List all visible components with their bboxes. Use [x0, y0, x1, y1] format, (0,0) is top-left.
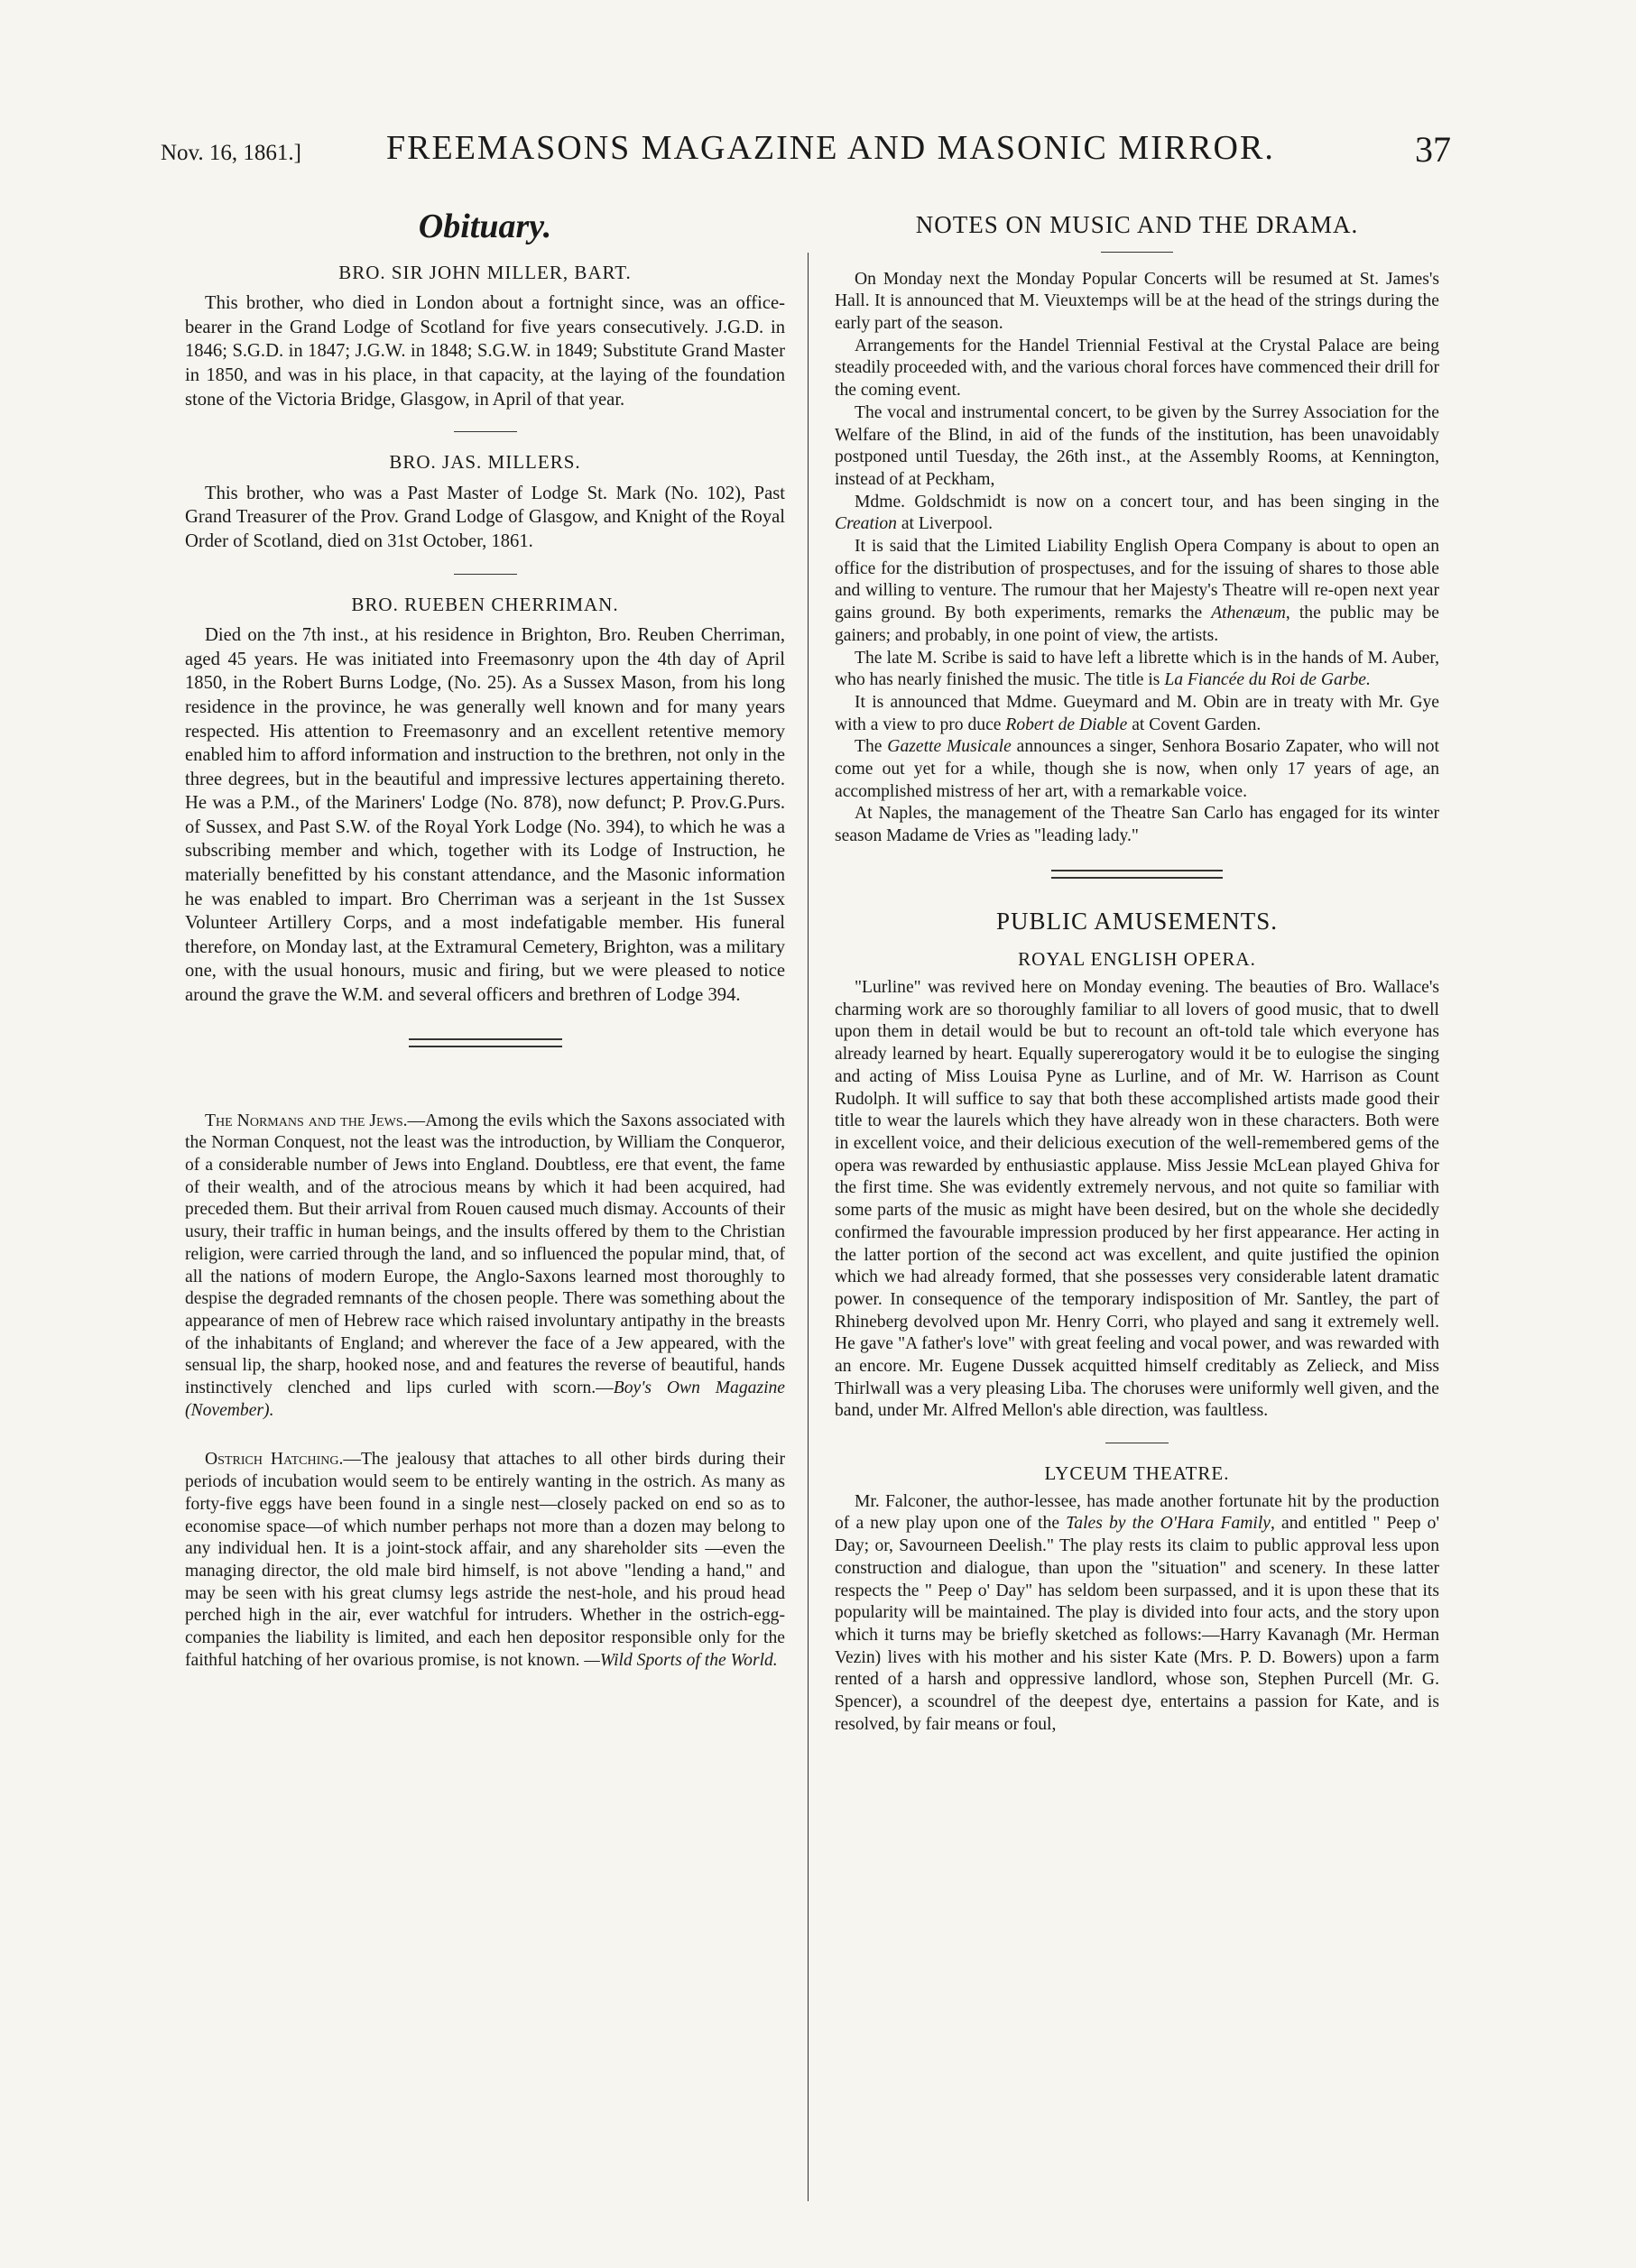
ostrich-text: —The jealousy that attaches to all other birds during their periods of incubation would seem to be entirely wanting in the ostrich. As many as forty-five eggs have been found in a single nest—closely packed on end so as to economise space—of which number perhaps not more than a dozen may belong to any individual hen. It is a joint-stock affair, and any shareholder sits —even the managing director, the old male bird himself, is not above "lending a hand," and may be seen with his great clumsy legs astride the nest-hole, and his proud head perched high in the air, ever watchful for intruders. Whether in the ostrich-egg-companies the liability is limited, and each hen depositor responsible only for the faithful hatching of her ovarious promise, is not known. [185, 1450, 786, 1670]
music-paragraph [835, 648, 1439, 692]
opera-review: "Lurline" was revived here on Monday evening. The beauties of Bro. Wallace's charming work are so thoroughly familiar to all lovers of good music, that to dwell upon them in detail would be but to recount an oft-told tale which everyone has already learned by heart. Equally supererogatory would it be to eulogise the singing and acting of Miss Louisa Pyne as Lurline, and of Mr. W. Harrison as Count Rudolph. It will suffice to say that both these accomplished artists made good their title to wear the laurels which they have already won in these characters. Both were in excellent voice, and their delicious execution of the well-remembered gems of the opera was rewarded by enthusiastic applause. Miss Jessie McLean played Ghiva for the first time. She was evidently extremely nervous, and not quite so familiar with some parts of the music as might have been desired, but on the whole she decidedly confirmed the favourable impression produced by her first appearance. Her acting in the latter portion of the second act was excellent, and quite justified the opinion which we had already formed, that she possesses very considerable latent dramatic power. In consequence of the temporary indisposition of Mr. Santley, the part of Rhineberg devolved upon Mr. Henry Corri, who played and sang it extremely well. He gave "A father's love" with great feeling and vocal power, and was rewarded with an encore. Mr. Eugene Dussek acquitted himself creditably as Zelieck, and Miss Thirlwall was a very pleasing Liba. The choruses were uniformly well given, and the band, under Mr. Alfred Mellon's able direction, was faultless. [835, 978, 1439, 1421]
music-emphasis: Gazette Musicale [887, 737, 1012, 757]
separator-rule [454, 574, 517, 575]
music-paragraph: Arrangements for the Handel Triennial Festival at the Crystal Palace are being steadily proceeded with, and the various choral forces have commenced their drill for the coming event. [835, 336, 1439, 401]
obituary-name: BRO. SIR JOHN MILLER, BART. [338, 261, 632, 283]
double-rule [409, 1038, 562, 1047]
music-emphasis: La Fiancée du Roi de Garbe. [1164, 670, 1371, 690]
lyceum-heading: LYCEUM THEATRE. [1044, 1462, 1230, 1485]
normans-paragraph [185, 1111, 785, 1423]
music-emphasis: Athenæum [1211, 604, 1286, 623]
music-text: It is announced that Mdme. Gueymard and M. Obin are in treaty with Mr. Gye with a view to pro duce [835, 692, 1439, 734]
lyceum-emphasis: Tales by the O'Hara Family [1066, 1514, 1271, 1534]
music-heading: NOTES ON MUSIC AND THE DRAMA. [915, 211, 1359, 238]
separator-rule [454, 431, 517, 432]
obituary-name: BRO. RUEBEN CHERRIMAN. [351, 593, 619, 615]
masthead [161, 128, 1451, 179]
music-text: It is said that the Limited Liability English Opera Company is about to open an office for the distribution of prospectuses, and for the issuing of shares to those able and willing to venture. The rumour that her Majesty's Theatre will re-open next year gains ground. By both experiments, remarks the [835, 537, 1439, 623]
music-text: at Covent Garden. [1127, 715, 1262, 734]
obituary-text: Died on the 7th inst., at his residence in Brighton, Bro. Reuben Cherriman, aged 45 years. He was initiated into Freemasonry upon the 4th day of April 1850, in the Robert Burns Lodge, (No. 25). As a Sussex Mason, from his long residence in the province, he was generally well known and for many years respected. His attention to Freemasonry and an excellent retentive memory enabled him to afford information and instruction to the brethren, not only in the three degrees, but in the beautiful and impressive lectures appertaining thereto. He was a P.M., of the Mariners' Lodge (No. 878), now defunct; P. Prov.G.Purs. of Sussex, and Past S.W. of the Royal York Lodge (No. 394), to which he was a subscribing member and which, together with its Lodge of Instruction, he materially benefitted by his constant attendance, and the Masonic information he was enabled to impart. Bro Cherriman was a serjeant in the 1st Sussex Volunteer Artillery Corps, and a most indefatigable member. His funeral therefore, on Monday last, at the Extramural Cemetery, Brighton, was a military one, with the usual honours, music and firing, but we were pleased to notice around the grave the W.M. and several officers and brethren of Lodge 394. [185, 625, 785, 1006]
publication-title: FREEMASONS MAGAZINE AND MASONIC MIRROR. [386, 129, 1275, 167]
music-paragraph [835, 492, 1439, 536]
normans-lead: The Normans and the Jews. [205, 1111, 408, 1130]
ostrich-source: —Wild Sports of the World. [584, 1650, 778, 1670]
obituary-heading: Obituary. [418, 207, 552, 245]
music-paragraph [835, 736, 1439, 803]
music-paragraph: On Monday next the Monday Popular Concerts will be resumed at St. James's Hall. It is announced that M. Vieuxtemps will be at the head of the strings during the early part of the season. [835, 269, 1439, 333]
music-paragraph: At Naples, the management of the Theatre San Carlo has engaged for its winter season Madame de Vries as "leading lady." [835, 804, 1439, 846]
left-column [185, 209, 785, 1673]
normans-text: —Among the evils which the Saxons associated with the Norman Conquest, not the least was the introduction, by William the Conqueror, of a considerable number of Jews into England. Doubtless, ere that event, the fame of their wealth, and of the atrocious means by which it had been acquired, had preceded them. But their arrival from Rouen caused much dismay. Accounts of their usury, their traffic in human beings, and the insults offered by them to the Christian religion, were carried through the land, and so influenced the popular mind, that, of all the nations of modern Europe, the Anglo-Saxons learned most thoroughly to despise the degraded remnants of the chosen people. There was something about the appearance of men of Hebrew race which raised involuntary antipathy in the breasts of the inhabitants of England; and wherever the face of a Jew appeared, with the sensual lip, the sharp, hooked nose, and and features the reverse of beautiful, hands instinctively clenched and lips curled with scorn.— [185, 1111, 785, 1398]
amusements-heading: PUBLIC AMUSEMENTS. [995, 907, 1279, 935]
separator-rule [1101, 252, 1173, 253]
right-column [835, 209, 1439, 1736]
music-emphasis: Robert de Diable [1005, 715, 1128, 734]
music-text: at Liverpool. [896, 514, 994, 534]
normans-source: Boy's Own Magazine (November). [185, 1378, 786, 1420]
double-rule [1051, 870, 1223, 879]
music-text: The [855, 737, 888, 757]
issue-date: Nov. 16, 1861.] [161, 141, 302, 165]
music-text: The late M. Scribe is said to have left a librette which is in the hands of M. Auber, who has nearly finished the music. The title is [835, 648, 1439, 690]
lyceum-text: , and entitled " Peep o' Day; or, Savourneen Deelish." The play rests its claim to public approval less upon construction and dialogue, than upon the "situation" and scenery. In these latter respects the " Peep o' Day" has seldom been surpassed, and it is upon these that its popularity will be maintained. The play is divided into four acts, and the story upon which it turns may be briefly sketched as follows:—Harry Kavanagh (Mr. Herman Vezin) lives with his mother and his sister Kate (Mrs. P. D. Bowers) upon a farm rented of a harsh and oppressive landlord, whose son, Stephen Purcell (Mr. G. Spencer), a scoundrel of the deepest dye, entertains a passion for Kate, and is resolved, by fair means or foul, [835, 1514, 1440, 1734]
obituary-text: This brother, who died in London about a fortnight since, was an office-bearer in the Grand Lodge of Scotland for five years consecutively. J.G.D. in 1846; S.G.D. in 1847; J.G.W. in 1848; S.G.W. in 1849; Substitute Grand Master in 1850, and was in his place, in that capacity, at the laying of the foundation stone of the Victoria Bridge, Glasgow, in April of that year. [185, 293, 785, 410]
column-divider [808, 253, 809, 2201]
music-paragraph [835, 536, 1439, 648]
obituary-text: This brother, who was a Past Master of Lodge St. Mark (No. 102), Past Grand Treasurer of the Prov. Grand Lodge of Glasgow, and Knight of the Royal Order of Scotland, died on 31st October, 1861. [185, 483, 785, 551]
music-text: , the public may be gainers; and probably, in one point of view, the artists. [835, 604, 1439, 645]
music-paragraph [835, 692, 1439, 736]
ostrich-lead: Ostrich Hatching. [205, 1450, 344, 1470]
music-text: Mdme. Goldschmidt is now on a concert tour, and has been singing in the [855, 492, 1439, 512]
obituary-name: BRO. JAS. MILLERS. [389, 451, 581, 474]
music-paragraph: The vocal and instrumental concert, to be given by the Surrey Association for the Welfare of the Blind, in aid of the funds of the institution, has been unavoidably postponed until Tuesday, the 26th inst., at the Assembly Rooms, at Kennington, instead of at Peckham, [835, 402, 1439, 489]
lyceum-review [835, 1491, 1439, 1737]
music-text: announces a singer, Senhora Bosario Zapater, who will not come out yet for a while, though she is now, when only 17 years of age, an accomplished mistress of her art, with a remarkable voice. [835, 737, 1439, 801]
music-emphasis: Creation [835, 514, 897, 534]
opera-heading: ROYAL ENGLISH OPERA. [1018, 948, 1256, 971]
page-number: 37 [1415, 129, 1451, 170]
ostrich-paragraph [185, 1449, 785, 1672]
lyceum-text: Mr. Falconer, the author-lessee, has made another fortunate hit by the production of a new play upon one of the [835, 1491, 1439, 1534]
